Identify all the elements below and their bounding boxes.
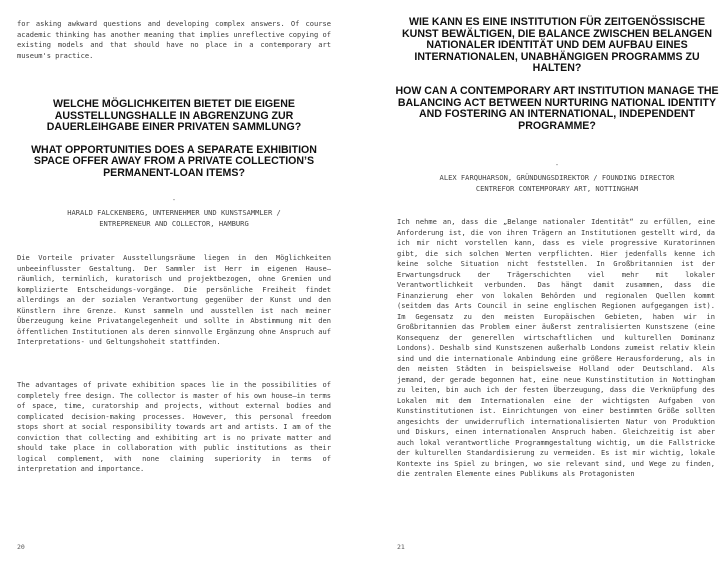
question-english: HOW CAN A CONTEMPORARY ART INSTITUTION MANAGE THE BALANCING ACT BETWEEN NURTURING NATIONAL IDENTITY AND FOSTERING AN INTERNATIONAL, INDEPENDENT PROGRAMME? xyxy=(395,84,719,132)
author-credit xyxy=(397,172,717,194)
question-german: WELCHE MÖGLICHKEITEN BIETET DIE EIGENE AUSSTELLUNGSHALLE IN ABGRENZUNG ZUR DAUERLEIHGABE EINER PRIVATEN SAMMLUNG? xyxy=(46,98,302,134)
question-german: WIE KANN ES EINE INSTITUTION FÜR ZEITGENÖSSISCHE KUNST BEWÄLTIGEN, DIE BALANCE ZWISCHEN BELANGEN NATIONALER IDENTITÄT UND DEM AUFBAU EINES INTERNATIONALEN, UNABHÄNGIGEN PROGRAMMS ZU HALTEN? xyxy=(402,16,712,75)
separator: - xyxy=(171,196,177,204)
author-line-2: ENTREPRENEUR AND COLLECTOR, HAMBURG xyxy=(99,219,249,228)
author-line-2: CENTREFOR CONTEMPORARY ART, NOTTINGHAM xyxy=(475,184,639,193)
page-number: 20 xyxy=(17,543,25,551)
author-credit xyxy=(17,207,331,229)
intro-paragraph: for asking awkward questions and developing complex answers. Of course academic thinking has another meaning that implies unreflective copying of existing models and that should have no place in a contemporary art museum's practice. xyxy=(17,19,331,60)
separator: - xyxy=(554,161,560,169)
author-line-1: ALEX FARQUHARSON, GRÜNDUNGSDIREKTOR / FOUNDING DIRECTOR xyxy=(439,173,675,182)
question-block xyxy=(12,99,336,180)
body-paragraph-german: Ich nehme an, dass die „Belange nationaler Identität“ zu erfüllen, eine Anforderung ist, die von ihren Trägern an Institutionen gestellt wird, da ich mir nicht vorstellen kann, dass es viele progressive Kuratorinnen gibt, die sich solchen Werten verpflichten. Hier jedenfalls kenne ich keine solche Situation nicht feststellen. In Großbritannien ist der Erwartungsdruck der Trägerschichten viel mehr mit lokaler Verantwortlichkeit verbunden. Das hängt damit zusammen, dass die Finanzierung eher von lokalen Behörden und regionalen Quellen kommt (seitdem das Arts Council in seine englischen Regionen aufgegangen ist). Im Gegensatz zu den meisten Europäischen Gebieten, haben wir in Großbritannien das Problem einer äußerst zentralisierten Kunstszene (eine Konsequenz der generellen wirtschaftlichen und kulturellen Dominanz Londons). Deshalb sind Kunstszenen außerhalb Londons zumeist relativ klein sind und die internationale Anbindung eine größere Herausforderung, als in den meisten Städten in beispielsweise Holland oder Deutschland. Als jemand, der gerade begonnen hat, eine neue Kunstinstitution in Nottingham zu leiten, bin auch ich der festen Überzeugung, dass die Verknüpfung des Lokalen mit dem Internationalen eine der wichtigsten Aufgaben von Kunstinstitutionen ist. Einrichtungen von einer bestimmten Größe sollten angesichts der unwiderruflich internationalisierten Natur von Produktion und Diskurs, einen internationalen Anspruch haben. Gleichzeitig ist aber auch lokal verantwortliche Programmgestaltung wichtig, um die Fallstricke der kulturellen Standardisierung zu vermeiden. Es ist mir wichtig, lokale Kontexte ins Spiel zu bringen, wo sie relevant sind, und Wege zu finden, die zentralen Elemente eines Publikums als Protagonisten xyxy=(397,217,715,478)
body-paragraph-german: Die Vorteile privater Ausstellungsräume liegen in den Möglichkeiten unbeeinflusster Gestaltung. Der Sammler ist Herr im eigenen Hause–räumlich, terminlich, kuratorisch und projektbezogen, ohne Gremien und komplizierte Entscheidungs-vorgänge. Die persönliche Freiheit findet allerdings an der sozialen Verantwortung gegenüber der Kunst und den Künstlern ihre Grenze. Kunst sammeln und ausstellen ist nach meiner Überzeugung keine Privatangelegenheit und sollte in Abstimmung mit den öffentlichen Institutionen als deren sinnvolle Ergänzung ohne Anspruch auf Interpretations- und Geltungshoheit stattfinden. xyxy=(17,253,331,346)
question-block xyxy=(395,17,719,132)
right-page xyxy=(364,0,728,563)
page-number: 21 xyxy=(397,543,405,551)
body-paragraph-english: The advantages of private exhibition spaces lie in the possibilities of completely free design. The collector is master of his own house–in terms of space, time, curatorship and projects, without external bodies and complicated decision-making processes. However, this personal freedom stops short at social responsibility towards art and artists. I am of the conviction that collecting and exhibiting art is no private matter and should take place in collaboration with public institutions as their logical complement, with none claiming superiority in terms of interpretation and importance. xyxy=(17,380,331,473)
author-line-1: HARALD FALCKENBERG, UNTERNEHMER UND KUNSTSAMMLER / xyxy=(67,208,281,217)
question-english: WHAT OPPORTUNITIES DOES A SEPARATE EXHIBITION SPACE OFFER AWAY FROM A PRIVATE COLLECTION’S PERMANENT-LOAN ITEMS? xyxy=(31,143,317,179)
